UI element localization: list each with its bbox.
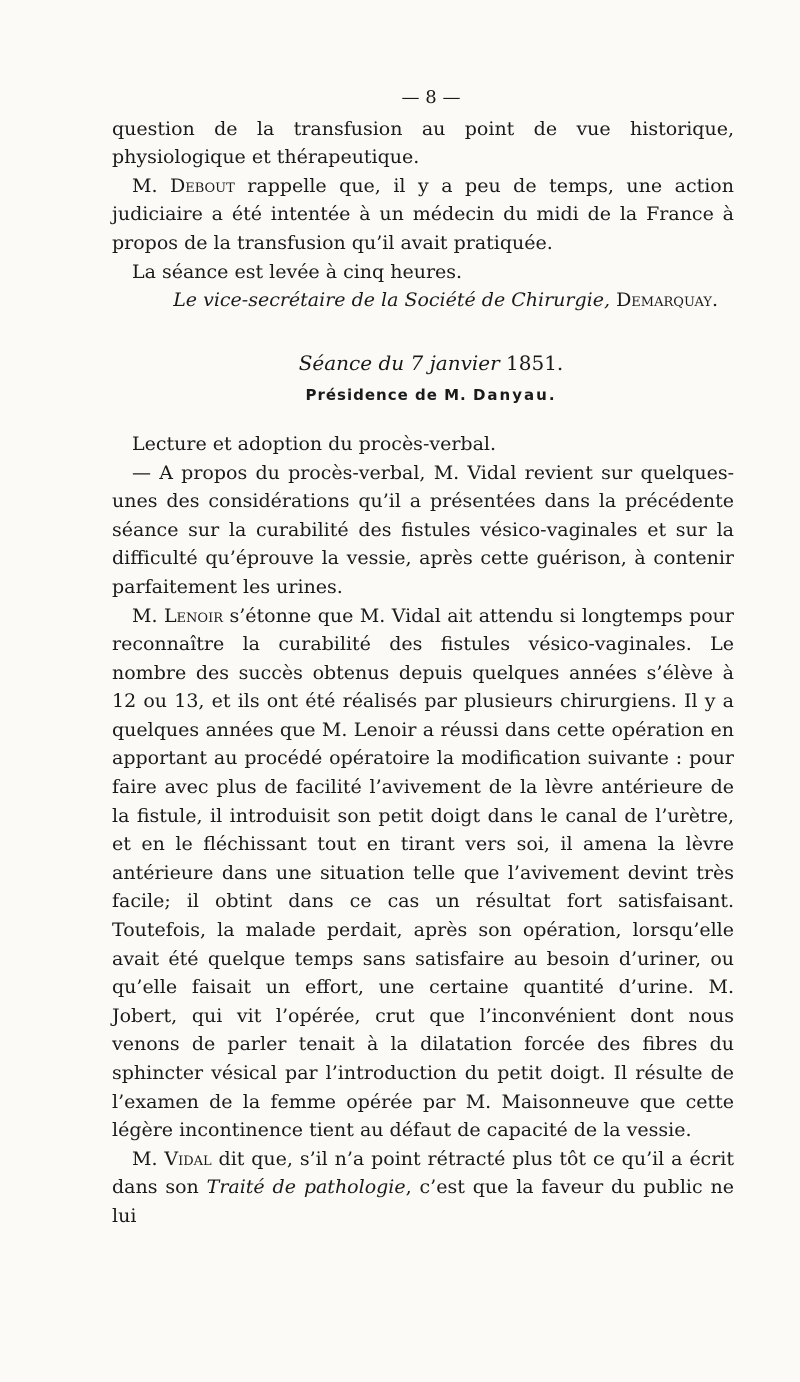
page-number: — 8 — [401, 87, 461, 108]
document-page [112, 84, 734, 1231]
paragraph-debout [112, 172, 734, 258]
signature-role: Le vice-secrétaire de la Société de Chirurgie, [173, 289, 611, 312]
presidence-label: Présidence de M. [305, 386, 467, 405]
seance-title: Séance du 7 janvier [298, 350, 500, 375]
paragraph-lenoir [112, 602, 734, 1145]
paragraph-lecture: Lecture et adoption du procès-verbal. [132, 432, 497, 455]
book-title: Traité de pathologie [206, 1176, 406, 1199]
presidence-heading [112, 381, 734, 410]
speaker-name: M. Debout [132, 174, 235, 197]
seance-heading [112, 349, 734, 378]
paragraph-vidal: — A propos du procès-verbal, M. Vidal revient sur quelques-unes des considérations qu’il a présentées dans la précédente séance sur la curabilité des fistules vésico-vaginales et sur la difficulté qu’éprouve la vessie, après cette guérison, à contenir parfaitement les urines. [112, 461, 734, 598]
paragraph-closing: La séance est levée à cinq heures. [132, 260, 463, 283]
president-name: Danyau. [472, 386, 557, 405]
paragraph-vidal-reply [112, 1145, 734, 1231]
speaker-name: M. Vidal [132, 1147, 212, 1170]
paragraph-continuation: question de la transfusion au point de vue historique, physiologique et thérapeutique. [112, 117, 734, 169]
signature-name: Demarquay. [616, 289, 718, 312]
paragraph-text: , c’est que la faveur du public ne lui [112, 1176, 734, 1227]
signature [112, 286, 734, 315]
paragraph-text: dit que, s’il n’a point rétracté plus tôt ce qu’il a écrit dans son [112, 1147, 734, 1199]
paragraph-text: s’étonne que M. Vidal ait attendu si longtemps pour reconnaître la curabilité des fistules vésico-vaginales. Le nombre des succès obtenus depuis quelques années s’élève à 12 ou 13, et ils ont été réalisés par plusieurs chirurgiens. Il y a quelques années que M. Lenoir a réussi dans cette opération en apportant au procédé opératoire la modification suivante : pour faire avec plus de facilité l’avivement de la lèvre antérieure de la fistule, il introduisit son petit doigt dans le canal de l’urètre, et en le fléchissant tout en tirant vers soi, il amena la lèvre antérieure dans une situation telle que l’avivement devint très facile; il obtint dans ce cas un résultat fort satisfaisant. Toutefois, la malade perdait, après son opération, lorsqu’elle avait été quelque temps sans satisfaire au besoin d’uriner, ou qu’elle faisait un effort, une certaine quantité d’urine. M. Jobert, qui vit l’opérée, crut que l’inconvénient dont nous venons de parler tenait à la dilatation forcée des fibres du sphincter vésical par l’introduction du petit doigt. Il résulte de l’examen de la femme opérée par M. Maisonneuve que cette légère incontinence tient au défaut de capacité de la vessie. [112, 604, 734, 1142]
paragraph-text: rappelle que, il y a peu de temps, une action judiciaire a été intentée à un médecin du midi de la France à propos de la transfusion qu’il avait pratiquée. [112, 174, 734, 254]
seance-year: 1851. [506, 350, 564, 375]
speaker-name: M. Lenoir [132, 604, 224, 627]
